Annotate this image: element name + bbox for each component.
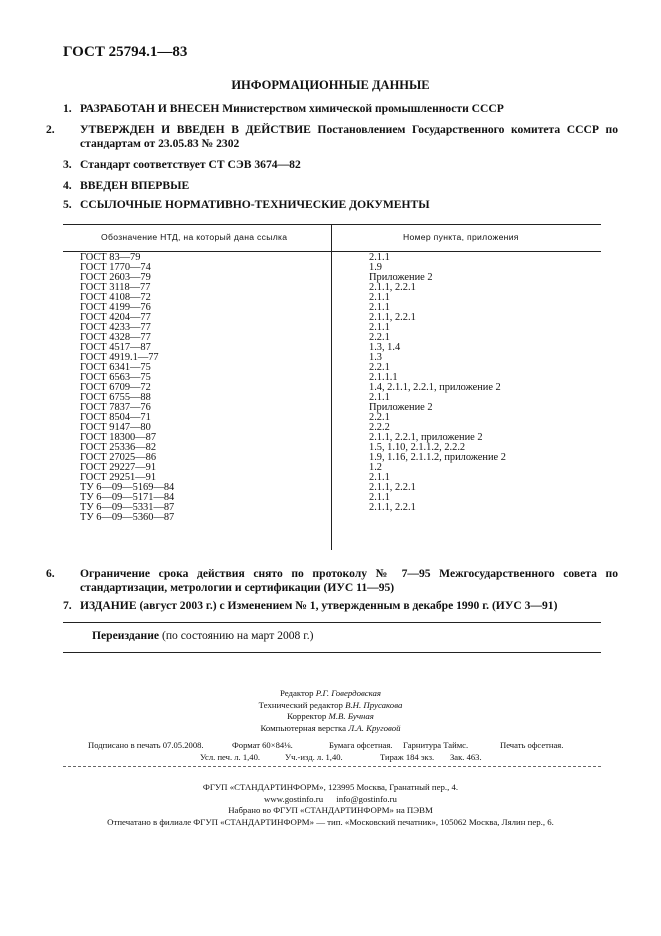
clause-reference: 2.1.1 [369,302,390,313]
signed-to-print: Подписано в печать 07.05.2008. [88,740,204,750]
clause-reference: 2.1.1.1 [369,372,398,383]
document-designation: ГОСТ 4199—76 [80,302,151,313]
table-body [63,253,601,523]
printed-sheets: Усл. печ. л. 1,40. [200,752,261,762]
gost-code: ГОСТ 25794.1—83 [63,44,188,60]
document-designation: ГОСТ 4328—77 [80,332,151,343]
clause-reference: 2.2.1 [369,412,390,423]
clause-reference: 2.1.1 [369,292,390,303]
document-designation: ГОСТ 4108—72 [80,292,151,303]
document-designation: ТУ 6—09—5171—84 [80,492,175,503]
document-designation: ГОСТ 4204—77 [80,312,151,323]
clause-reference: Приложение 2 [369,272,433,283]
document-designation: ГОСТ 27025—86 [80,452,157,463]
info-item-4: 4. ВВЕДЕН ВПЕРВЫЕ [63,179,190,192]
credit-tech-editor: Технический редактор В.Н. Прусакова [258,699,403,710]
clause-reference: 2.1.1, 2.2.1, приложение 2 [369,432,483,443]
document-designation: ГОСТ 6563—75 [80,372,151,383]
clause-reference: 1.9, 1.16, 2.1.1.2, приложение 2 [369,452,506,463]
document-designation: ГОСТ 7837—76 [80,402,151,413]
document-designation: ГОСТ 6709—72 [80,382,151,393]
document-designation: ГОСТ 4517—87 [80,342,151,353]
credit-editor: Редактор Р.Г. Говердовская [279,688,382,698]
credits [0,688,661,734]
document-designation: ГОСТ 25336—82 [80,442,157,453]
clause-reference: 2.1.1, 2.2.1 [369,312,416,323]
publishing-sheets: Уч.-изд. л. 1,40. [285,752,343,762]
credit-layout: Компьютерная верстка Л.А. Круговой [260,722,401,733]
document-designation: ГОСТ 6341—75 [80,362,151,373]
print-run: Тираж 184 экз. [380,752,435,762]
credit-proofreader: Корректор М.В. Бучная [287,711,374,721]
document-designation: ГОСТ 8504—71 [80,412,151,423]
info-item-1: 1. РАЗРАБОТАН И ВНЕСЕН Министерством химической промышленности СССР [63,102,504,115]
document-designation: ТУ 6—09—5169—84 [80,482,175,493]
document-designation: ГОСТ 3118—77 [80,282,151,293]
printing: Печать офсетная. [500,740,564,750]
reissue-note [92,629,313,642]
dashed-separator [63,766,601,767]
order-number: Зак. 463. [450,752,482,762]
publisher-info [0,782,661,828]
clause-reference: 2.2.2 [369,422,390,433]
info-item-3: 3. Стандарт соответствует СТ СЭВ 3674—82 [63,158,301,171]
reissue-label: Переиздание [92,629,160,642]
document-designation: ГОСТ 18300—87 [80,432,157,443]
separator-bottom [63,652,601,653]
info-title: ИНФОРМАЦИОННЫЕ ДАННЫЕ [231,78,430,92]
document-designation: ГОСТ 9147—80 [80,422,151,433]
document-designation: ГОСТ 4919.1—77 [80,352,159,363]
format: Формат 60×84⅛. [232,740,293,750]
clause-reference: 2.1.1 [369,472,390,483]
clause-reference: 1.3, 1.4 [369,342,401,353]
clause-reference: 1.5, 1.10, 2.1.1.2, 2.2.2 [369,442,466,453]
clause-reference: 2.1.1 [369,322,390,333]
clause-reference: 2.1.1 [369,492,390,503]
clause-reference: 2.1.1, 2.2.1 [369,482,416,493]
document-designation: ГОСТ 2603—79 [80,272,151,283]
separator-top [63,622,601,623]
document-designation: ГОСТ 6755—88 [80,392,151,403]
document-designation: ТУ 6—09—5360—87 [80,512,175,523]
publisher-address: ФГУП «СТАНДАРТИНФОРМ», 123995 Москва, Гранатный пер., 4. [202,782,459,792]
clause-reference: 2.1.1 [369,252,390,263]
clause-reference: 2.2.1 [369,362,390,373]
publisher-printed: Отпечатано в филиале ФГУП «СТАНДАРТИНФОРМ» — тип. «Московский печатник», 105062 Москва, Лялин пер., 6. [107,816,554,827]
clause-reference: Приложение 2 [369,402,433,413]
paper: Бумага офсетная. [329,740,393,750]
document-designation: ГОСТ 29251—91 [80,472,157,483]
info-item-2: 2. УТВЕРЖДЕН И ВВЕДЕН В ДЕЙСТВИЕ Постановлением Государственного комитета СССР по стандартам от 23.05.83 № 2302 [46,123,618,150]
clause-reference: 2.1.1 [369,392,390,403]
publisher-typeset: Набрано во ФГУП «СТАНДАРТИНФОРМ» на ПЭВМ [228,805,433,815]
reissue-text: (по состоянию на март 2008 г.) [161,629,314,642]
column-header-document: Обозначение НТД, на который дана ссылка [101,232,288,242]
clause-reference: 1.3 [369,352,382,363]
clause-reference: 2.2.1 [369,332,390,343]
info-item-6: 6. Ограничение срока действия снято по протоколу № 7—95 Межгосударственного совета по стандартизации, метрологии и сертификации (ИУС 11—95) [46,567,618,594]
document-designation: ГОСТ 1770—74 [80,262,151,273]
typeface: Гарнитура Таймс. [403,740,469,750]
clause-reference: 1.2 [369,462,382,473]
clause-reference: 1.9 [369,262,382,273]
document-designation: ТУ 6—09—5331—87 [80,502,175,513]
clause-reference: 2.1.1, 2.2.1 [369,502,416,513]
info-item-7: 7. ИЗДАНИЕ (август 2003 г.) с Изменением № 1, утвержденным в декабре 1990 г. (ИУС 3—91) [63,599,558,612]
clause-reference: 1.4, 2.1.1, 2.2.1, приложение 2 [369,382,501,393]
document-designation: ГОСТ 83—79 [80,252,141,263]
publisher-web: www.gostinfo.ru info@gostinfo.ru [264,793,397,804]
document-designation: ГОСТ 4233—77 [80,322,151,333]
table-row [63,513,601,523]
info-item-5: 5. ССЫЛОЧНЫЕ НОРМАТИВНО-ТЕХНИЧЕСКИЕ ДОКУМЕНТЫ [63,198,430,211]
table-header [63,224,601,252]
document-designation: ГОСТ 29227—91 [80,462,157,473]
column-header-clause: Номер пункта, приложения [403,232,519,242]
clause-reference: 2.1.1, 2.2.1 [369,282,416,293]
